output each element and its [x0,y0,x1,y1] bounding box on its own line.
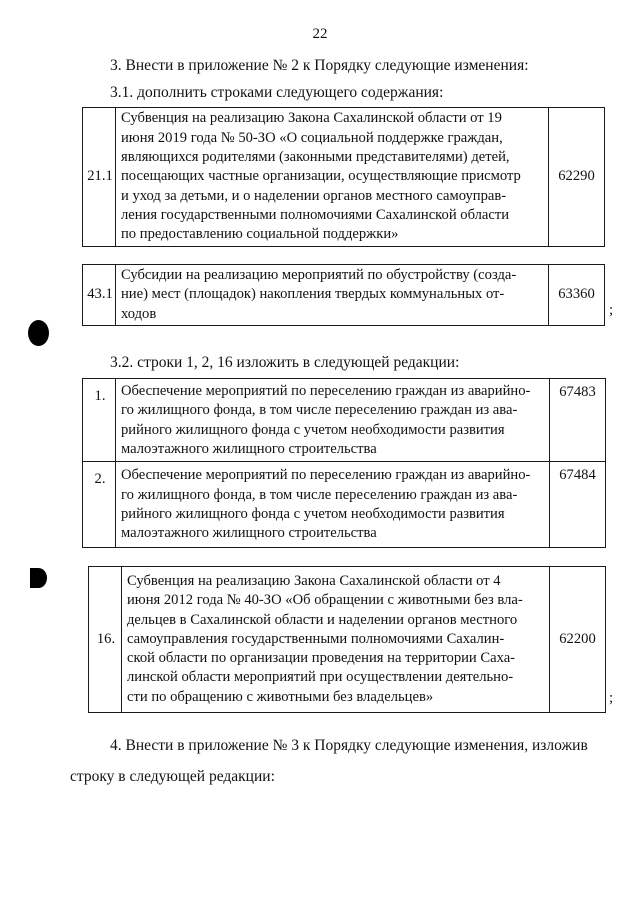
row-end-semicolon: ; [609,690,614,706]
table-row-16 [88,566,606,713]
paragraph-3: 3. Внести в приложение № 2 к Порядку следующие изменения: [110,57,529,74]
row-code: 63360 [549,265,605,326]
row-code: 67483 [550,379,606,462]
hole-punch-mark [28,320,49,346]
page-number: 22 [312,26,328,42]
paragraph-3-2: 3.2. строки 1, 2, 16 изложить в следующей редакции: [110,354,460,371]
row-number: 43.1 [83,265,116,326]
row-code: 62290 [549,108,605,247]
table-row-21-1 [82,107,605,247]
row-code: 62200 [550,567,606,713]
row-end-semicolon: ; [609,302,614,318]
table-row-43-1 [82,264,605,326]
row-number: 16. [89,567,122,713]
row-description: Субсидии на реализацию мероприятий по обустройству (созда- ние) мест (площадок) накопления твердых коммунальных от- ходов [116,265,549,326]
row-number: 2. [83,462,116,548]
table-rows-1-2 [82,378,606,548]
row-description: Субвенция на реализацию Закона Сахалинской области от 19 июня 2019 года № 50-ЗО «О социальной поддержке граждан, являющихся родителями (законными представителями) детей, посещающих частные организации, осуществляющие присмотр и уход за детьми, и о наделении органов местного самоупрaв- ления государственными полномочиями Сахалинской области по предоставлению социальной поддержки» [116,108,549,247]
paragraph-3-1: 3.1. дополнить строками следующего содержания: [110,84,444,101]
row-code: 67484 [550,462,606,548]
paragraph-4: 4. Внести в приложение № 3 к Порядку следующие изменения, изложив [110,737,588,754]
row-description: Субвенция на реализацию Закона Сахалинской области от 4 июня 2012 года № 40-ЗО «Об обращении с животными без вла- дельцев в Сахалинской области и наделении органов местного самоуправления государственными полномочиями Сахалин- ской области по организации проведения на территории Саха- линской области мероприятий при осуществлении деятельно- сти по обращению с животными без владельцев» [122,567,550,713]
row-number: 1. [83,379,116,462]
row-number: 21.1 [83,108,116,247]
row-description: Обеспечение мероприятий по переселению граждан из аварийно- го жилищного фонда, в том числе переселению граждан из ава- рийного жилищного фонда с учетом необходимости развития малоэтажного жилищного строительства [116,379,550,462]
paragraph-4-continuation: строку в следующей редакции: [70,768,275,785]
row-description: Обеспечение мероприятий по переселению граждан из аварийно- го жилищного фонда, в том числе переселению граждан из ава- рийного жилищного фонда с учетом необходимости развития малоэтажного жилищного строительства [116,462,550,548]
hole-punch-mark [30,568,47,588]
